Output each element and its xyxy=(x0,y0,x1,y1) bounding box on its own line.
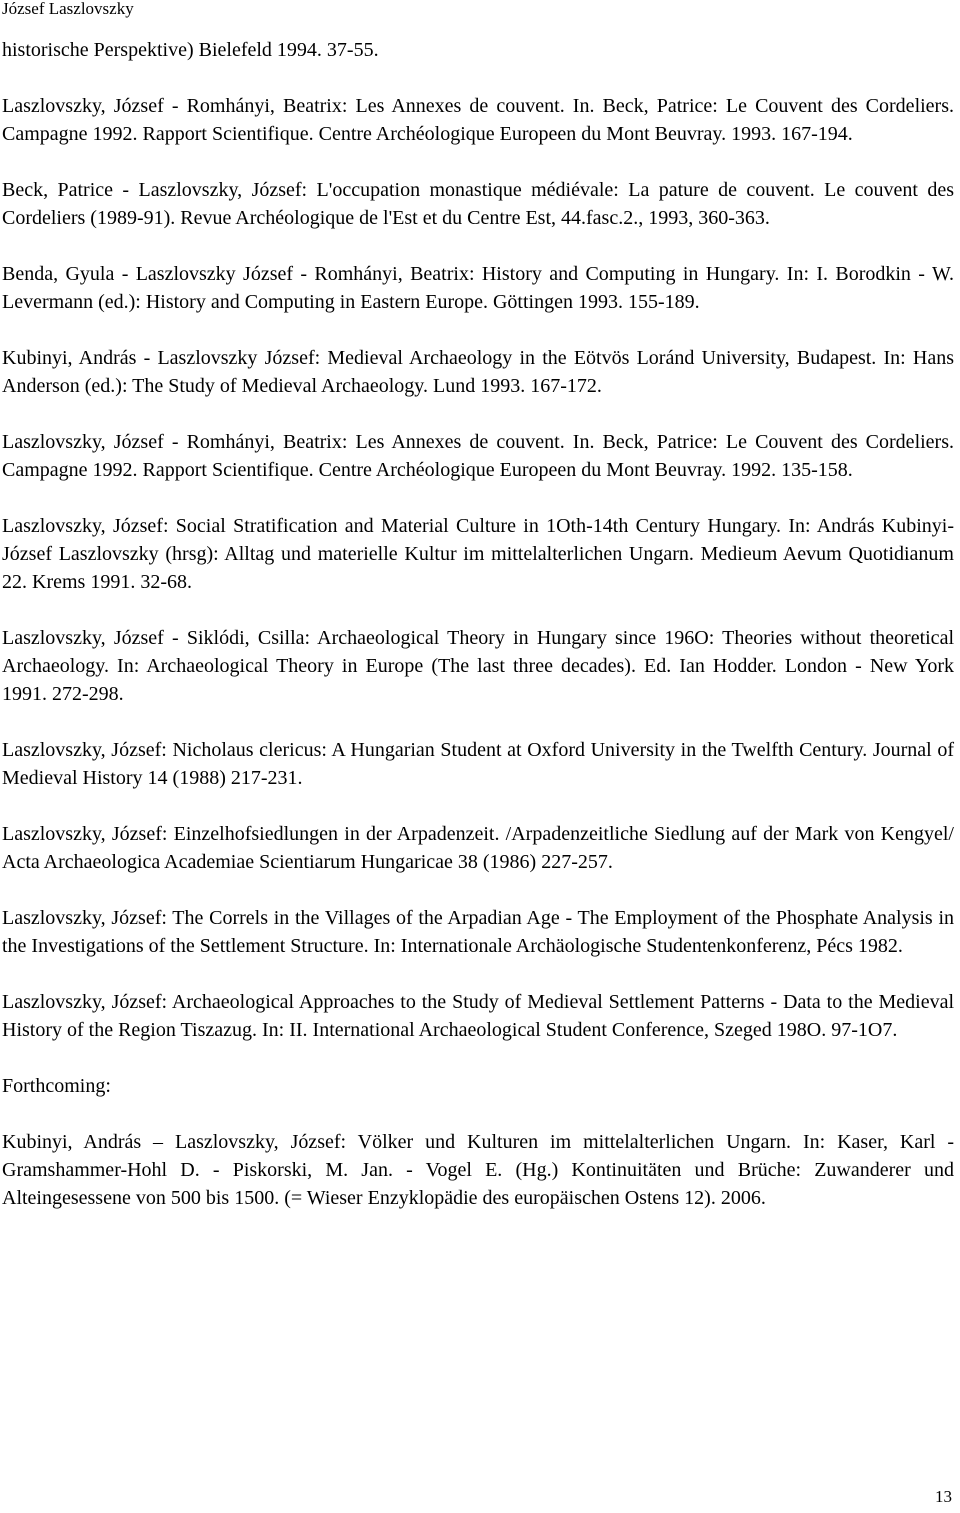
bibliography-entry: Laszlovszky, József - Romhányi, Beatrix: Les Annexes de couvent. In. Beck, Patrice: Le Couvent des Cordeliers. Campagne 1992. Rapport Scientifique. Centre Archéologique Europeen du Mont Beuvray. 1992. 135-158. xyxy=(2,431,954,481)
bibliography-entry: Laszlovszky, József: Archaeological Approaches to the Study of Medieval Settlement Patterns - Data to the Medieval History of the Region Tiszazug. In: II. International Archaeological Student Conference, Szeged 198O. 97-1O7. xyxy=(2,991,954,1041)
bibliography-entry: Laszlovszky, József: Social Stratification and Material Culture in 1Oth-14th Century Hungary. In: András Kubinyi- József Laszlovszky (hrsg): Alltag und materielle Kultur im mittelalterlichen Ungarn. Medieum Aevum Quotidianum 22. Krems 1991. 32-68. xyxy=(2,515,954,593)
page-number: 13 xyxy=(935,1487,952,1506)
bibliography-entry: Beck, Patrice - Laszlovszky, József: L'occupation monastique médiévale: La pature de couvent. Le couvent des Cordeliers (1989-91). Revue Archéologique de l'Est et du Centre Est, 44.fasc.2., 1993, 360-363. xyxy=(2,179,954,229)
forthcoming-entry: Kubinyi, András – Laszlovszky, József: Völker und Kulturen im mittelalterlichen Ungarn. In: Kaser, Karl - Gramshammer-Hohl D. - Piskorski, M. Jan. - Vogel E. (Hg.) Kontinuitäten und Brüche: Zuwanderer und Alteingesessene von 500 bis 1500. (= Wieser Enzyklopädie des europäischen Ostens 12). 2006. xyxy=(2,1131,954,1209)
bibliography-entry: Laszlovszky, József: The Correls in the Villages of the Arpadian Age - The Employment of the Phosphate Analysis in the Investigations of the Settlement Structure. In: Internationale Archäologische Studentenkonferenz, Pécs 1982. xyxy=(2,907,954,957)
bibliography-entry: Laszlovszky, József - Romhányi, Beatrix: Les Annexes de couvent. In. Beck, Patrice: Le Couvent des Cordeliers. Campagne 1992. Rapport Scientifique. Centre Archéologique Europeen du Mont Beuvray. 1993. 167-194. xyxy=(2,95,954,145)
bibliography-entry: historische Perspektive) Bielefeld 1994. 37-55. xyxy=(2,39,379,61)
forthcoming-heading: Forthcoming: xyxy=(2,1075,111,1097)
bibliography-entry: Benda, Gyula - Laszlovszky József - Romhányi, Beatrix: History and Computing in Hungary. In: I. Borodkin - W. Levermann (ed.): History and Computing in Eastern Europe. Göttingen 1993. 155-189. xyxy=(2,263,954,313)
bibliography-entry: Laszlovszky, József: Einzelhofsiedlungen in der Arpadenzeit. /Arpadenzeitliche Siedlung auf der Mark von Kengyel/ Acta Archaeologica Academiae Scientiarum Hungaricae 38 (1986) 227-257. xyxy=(2,823,954,873)
bibliography-list xyxy=(2,36,954,1240)
running-header: József Laszlovszky xyxy=(2,0,134,18)
bibliography-entry: Laszlovszky, József: Nicholaus clericus: A Hungarian Student at Oxford University in the Twelfth Century. Journal of Medieval History 14 (1988) 217-231. xyxy=(2,739,954,789)
bibliography-entry: Kubinyi, András - Laszlovszky József: Medieval Archaeology in the Eötvös Loránd University, Budapest. In: Hans Anderson (ed.): The Study of Medieval Archaeology. Lund 1993. 167-172. xyxy=(2,347,954,397)
bibliography-entry: Laszlovszky, József - Siklódi, Csilla: Archaeological Theory in Hungary since 196O: Theories without theoretical Archaeology. In: Archaeological Theory in Europe (The last three decades). Ed. Ian Hodder. London - New York 1991. 272-298. xyxy=(2,627,954,705)
